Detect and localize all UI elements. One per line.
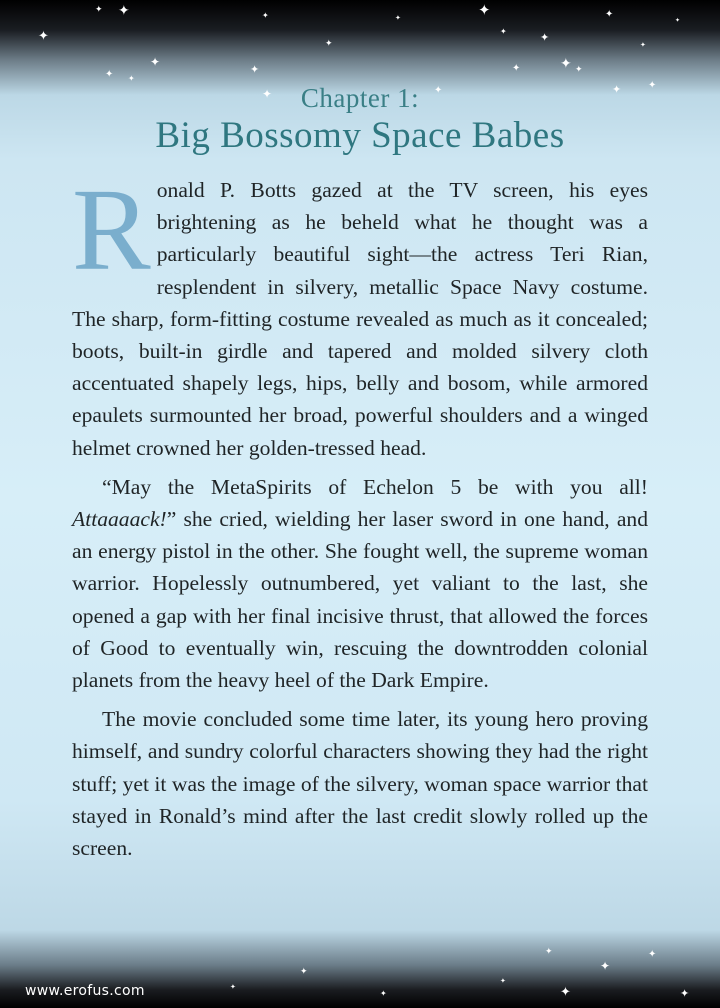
watermark-text: www.erofus.com [25, 983, 145, 999]
star-icon: ✦ [675, 17, 681, 24]
star-icon: ✦ [648, 949, 657, 960]
star-icon: ✦ [395, 14, 401, 22]
star-icon: ✦ [640, 41, 646, 49]
star-icon: ✦ [250, 63, 260, 76]
star-icon: ✦ [600, 959, 611, 973]
paragraph-3: The movie concluded some time later, its young hero proving himself, and sundry colorful characters showing they had the right stuff; yet it was the image of the silvery, woman space warrior that stayed in Ronald’s mind after the last credit slowly rolled up the screen. [72, 707, 648, 861]
star-icon: ✦ [560, 56, 572, 72]
star-icon: ✦ [262, 87, 273, 101]
chapter-text [72, 164, 648, 864]
chapter-title: Big Bossomy Space Babes [155, 115, 565, 156]
star-icon: ✦ [540, 31, 550, 44]
star-icon: ✦ [680, 987, 690, 1000]
star-icon: ✦ [545, 947, 553, 957]
star-icon: ✦ [648, 80, 657, 91]
star-icon: ✦ [150, 55, 161, 69]
star-icon: ✦ [105, 69, 114, 80]
star-icon: ✦ [512, 63, 521, 74]
star-icon: ✦ [38, 29, 49, 44]
chapter-number: Chapter 1: [300, 83, 420, 113]
star-icon: ✦ [118, 3, 130, 19]
star-icon: ✦ [300, 967, 308, 977]
paragraph-2-rest: ” she cried, wielding her laser sword in one hand, and an energy pistol in the other. She fought well, the supreme woman warrior. Hopelessly outnumbered, yet valiant to the last, she opened a gap with her final incisive thrust, that allowed the forces of Good to eventually win, rescuing the downtrodden colonial planets from the heavy heel of the Dark Empire. [72, 507, 648, 693]
drop-cap: R [72, 164, 151, 295]
paragraph-2 [72, 471, 648, 696]
star-icon: ✦ [575, 65, 583, 75]
star-icon: ✦ [500, 27, 507, 36]
star-icon: ✦ [478, 1, 491, 19]
star-icon: ✦ [95, 5, 103, 15]
paragraph-1-text: onald P. Botts gazed at the TV screen, his eyes brightening as he beheld what he thought was a particularly beautiful sight—the actress Teri Rian, resplendent in silvery, metallic Space Navy costume. The sharp, form-fitting costume revealed as much as it concealed; boots, built-in girdle and tapered and molded silvery cloth accentuated shapely legs, hips, belly and bosom, while armored epaulets surmounted her broad, powerful shoulders and a winged helmet crowned her golden-tressed head. [72, 178, 648, 460]
paragraph-2-italic: Attaaaack! [72, 507, 167, 532]
star-icon: ✦ [560, 985, 571, 1000]
star-icon: ✦ [500, 977, 506, 985]
star-icon: ✦ [262, 11, 269, 20]
paragraph-2-start: “May the MetaSpirits of Echelon 5 be with you all! [102, 474, 648, 499]
star-icon: ✦ [128, 74, 135, 83]
star-icon: ✦ [325, 39, 333, 49]
star-icon: ✦ [605, 9, 614, 20]
star-icon: ✦ [380, 989, 387, 998]
star-icon: ✦ [612, 83, 622, 96]
star-icon: ✦ [434, 85, 443, 96]
paragraph-1 [72, 164, 648, 464]
star-icon: ✦ [230, 983, 236, 991]
